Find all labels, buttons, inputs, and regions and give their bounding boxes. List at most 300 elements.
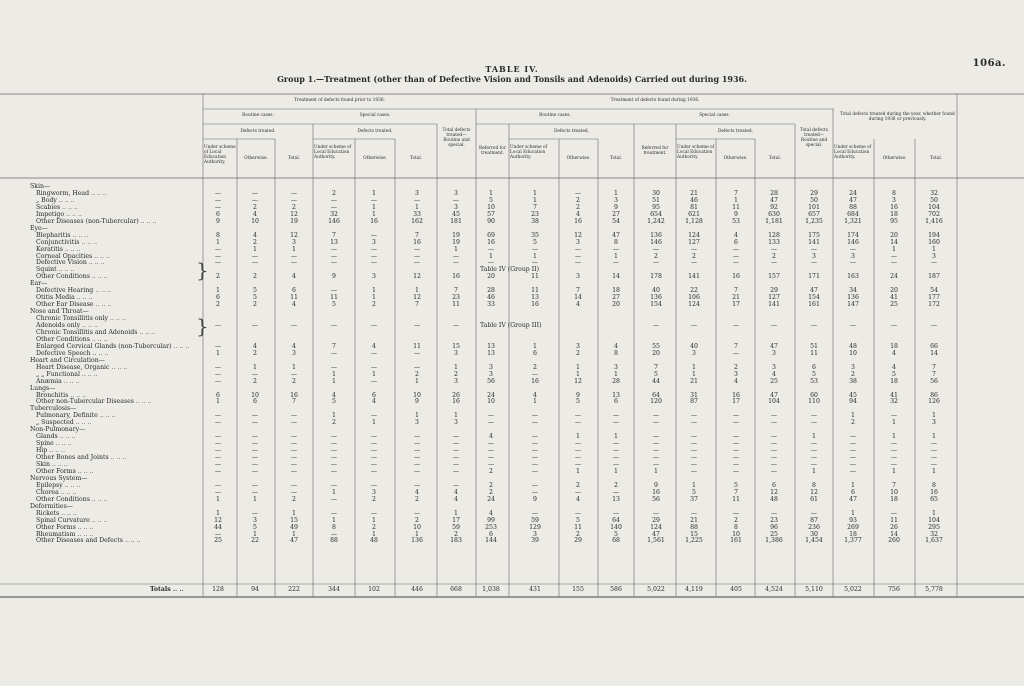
- table-cell: —: [370, 461, 378, 468]
- table-cell: 1: [415, 287, 419, 295]
- table-cell: —: [413, 467, 421, 475]
- table-cell: —: [770, 440, 778, 448]
- table-cell: 1: [253, 245, 257, 253]
- header-defects-treated: Defects treated.: [357, 129, 393, 134]
- table-cell: 6: [216, 210, 220, 218]
- table-cell: 4: [772, 370, 776, 378]
- table-cell: 7: [533, 203, 537, 211]
- table-cell: 1: [892, 467, 896, 475]
- table-cell: —: [290, 454, 298, 462]
- table-cell: —: [330, 259, 338, 267]
- table-cell: 14: [612, 273, 620, 281]
- table-cell: —: [330, 461, 338, 468]
- row-label: Rheumatism .. .. ..: [36, 530, 94, 538]
- header-defects-treated: Defects treated.: [717, 129, 754, 134]
- table-cell: 19: [452, 231, 460, 239]
- table-cell: 12: [290, 231, 298, 239]
- table-cell: 1: [372, 294, 376, 302]
- table-cell: 1,637: [925, 537, 943, 545]
- row-label: „ „ Functional .. .. ..: [36, 370, 98, 378]
- row-label: Other Ear Disease .. .. ..: [36, 301, 112, 309]
- table-cell: 2: [415, 370, 419, 378]
- table-cell: 4: [372, 342, 376, 350]
- table-cell: 48: [770, 495, 778, 503]
- table-cell: 1: [372, 419, 376, 427]
- table-cell: 54: [612, 217, 620, 225]
- table-cell: 101: [808, 203, 820, 211]
- table-cell: —: [452, 322, 460, 329]
- table-cell: 38: [531, 217, 539, 225]
- table-cell: 171: [808, 273, 820, 281]
- table-cell: 4: [489, 509, 493, 517]
- table-cell: 4: [576, 495, 580, 503]
- table-cell: —: [690, 440, 698, 448]
- table-cell: 40: [690, 342, 698, 350]
- table-cell: —: [290, 467, 298, 475]
- table-cell: —: [531, 412, 539, 420]
- table-cell: 29: [574, 537, 582, 545]
- table-cell: —: [612, 454, 620, 462]
- table-cell: 10: [849, 349, 857, 357]
- table-cell: 104: [768, 398, 780, 406]
- table-cell: —: [810, 440, 818, 448]
- table-cell: —: [290, 481, 298, 489]
- table-cell: —: [251, 447, 259, 455]
- table-cell: 621: [688, 210, 700, 218]
- table-cell: 13: [531, 294, 539, 302]
- table-cell: 1: [292, 509, 296, 517]
- header-total-prior: Total defects treated—Routine and special.: [442, 128, 471, 148]
- table-cell: —: [413, 454, 421, 462]
- table-cell: —: [849, 461, 857, 468]
- table-cell: 28: [612, 377, 620, 385]
- table-cell: 3: [851, 363, 855, 371]
- table-cell: 3: [454, 203, 458, 211]
- table-cell: 21: [690, 189, 698, 197]
- table-cell: 9: [332, 273, 336, 281]
- table-cell: 55: [652, 342, 660, 350]
- row-label: Epilepsy .. .. ..: [36, 481, 81, 489]
- table-cell: 56: [487, 377, 495, 385]
- table-cell: 96: [770, 523, 778, 531]
- table-cell: 30: [810, 530, 818, 538]
- table-cell: 6: [533, 349, 537, 357]
- table-cell: 13: [487, 342, 495, 350]
- table-cell: 12: [770, 488, 778, 496]
- table-cell: 16: [574, 217, 582, 225]
- table-cell: 3: [292, 238, 296, 246]
- table-cell: 7: [332, 231, 336, 239]
- table-cell: 12: [574, 377, 582, 385]
- table-cell: 1: [614, 370, 618, 378]
- table-cell: 8: [892, 189, 896, 197]
- totals-cell: 5,110: [805, 586, 823, 593]
- table-cell: 144: [485, 537, 497, 545]
- table-cell: 64: [652, 391, 660, 399]
- table-cell: 136: [650, 231, 662, 239]
- header-under-scheme: Under scheme of Local Education Authority.: [510, 145, 548, 160]
- table-cell: —: [732, 440, 740, 448]
- table-cell: 7: [932, 370, 936, 378]
- table-cell: —: [810, 419, 818, 427]
- table-cell: 9: [614, 203, 618, 211]
- table-cell: —: [251, 196, 259, 204]
- table-cell: 133: [768, 238, 780, 246]
- table-cell: 4: [734, 377, 738, 385]
- row-label: Lungs—: [30, 384, 56, 392]
- table-cell: —: [732, 349, 740, 357]
- table-cell: —: [251, 440, 259, 448]
- table-cell: 1: [576, 433, 580, 441]
- table-cell: 3: [772, 349, 776, 357]
- table-cell: 295: [928, 523, 940, 531]
- table-cell: —: [330, 322, 338, 329]
- row-label: Pulmonary, Definite .. .. ..: [36, 412, 116, 420]
- table-cell: 104: [928, 516, 940, 524]
- table-cell: 34: [849, 287, 857, 295]
- table-cell: 2: [576, 530, 580, 538]
- table-cell: 106: [688, 294, 700, 302]
- row-label: Nervous System—: [30, 474, 88, 482]
- table-cell: —: [690, 419, 698, 427]
- table-cell: —: [652, 447, 660, 455]
- table-cell: 25: [770, 530, 778, 538]
- table-cell: 2: [253, 273, 257, 281]
- row-label: Ear—: [30, 280, 48, 288]
- table-cell: 60: [810, 391, 818, 399]
- table-cell: 1,181: [765, 217, 783, 225]
- table-cell: 5: [533, 238, 537, 246]
- table-cell: 178: [650, 273, 662, 281]
- table-cell: —: [849, 259, 857, 267]
- header-otherwise: Otherwise.: [723, 156, 748, 161]
- table-cell: 10: [251, 217, 259, 225]
- table-cell: —: [770, 447, 778, 455]
- table-cell: —: [732, 245, 740, 253]
- table-cell: 7: [415, 301, 419, 309]
- table-cell: —: [849, 454, 857, 462]
- row-label: Chorea .. .. ..: [36, 488, 77, 496]
- table-cell: 10: [487, 203, 495, 211]
- table-cell: 12: [290, 210, 298, 218]
- table-cell: —: [214, 203, 222, 211]
- table-cell: 1: [851, 509, 855, 517]
- table-cell: —: [413, 461, 421, 468]
- table-cell: 1: [332, 370, 336, 378]
- table-cell: —: [370, 481, 378, 489]
- table-cell: 3: [932, 419, 936, 427]
- table-cell: 41: [890, 294, 898, 302]
- table-cell: 129: [529, 523, 541, 531]
- table-cell: 21: [690, 516, 698, 524]
- table-cell: —: [330, 447, 338, 455]
- table-cell: 141: [808, 238, 820, 246]
- table-cell: 657: [808, 210, 820, 218]
- table-cell: —: [652, 419, 660, 427]
- table-cell: —: [652, 412, 660, 420]
- table-cell: —: [214, 481, 222, 489]
- table-cell: 8: [614, 349, 618, 357]
- table-cell: 47: [612, 231, 620, 239]
- table-cell: 1: [454, 245, 458, 253]
- table-cell: 11: [732, 495, 740, 503]
- table-cell: 4: [734, 231, 738, 239]
- table-cell: 12: [413, 294, 421, 302]
- table-cell: —: [330, 495, 338, 503]
- table-cell: 11: [531, 273, 539, 281]
- table-cell: —: [930, 440, 938, 448]
- table-cell: 4: [533, 391, 537, 399]
- table-cell: —: [531, 259, 539, 267]
- table-cell: 6: [216, 294, 220, 302]
- table-cell: —: [531, 433, 539, 441]
- table-cell: 2: [851, 419, 855, 427]
- table-cell: 92: [770, 203, 778, 211]
- table-cell: —: [810, 454, 818, 462]
- table-cell: —: [330, 203, 338, 211]
- row-label: Spine .. .. ..: [36, 440, 72, 448]
- table-cell: 25: [770, 377, 778, 385]
- row-label: Adenoids only .. .. ..: [36, 322, 98, 329]
- table-cell: —: [930, 322, 938, 329]
- table-cell: 16: [531, 377, 539, 385]
- table-cell: 6: [772, 481, 776, 489]
- header-referred: Referred for treatment.: [641, 146, 669, 156]
- table-cell: —: [810, 259, 818, 267]
- row-label: Tuberculosis—: [30, 405, 77, 413]
- row-label: Nose and Throat—: [30, 308, 89, 316]
- table-cell: —: [413, 259, 421, 267]
- table-cell: 2: [292, 203, 296, 211]
- table-cell: 1: [332, 412, 336, 420]
- header-defects-treated: Defects treated.: [240, 129, 276, 134]
- table-cell: 3: [253, 516, 257, 524]
- table-cell: 6: [851, 488, 855, 496]
- table-cell: —: [413, 363, 421, 371]
- table-cell: 163: [847, 273, 859, 281]
- table-cell: 1: [932, 412, 936, 420]
- table-cell: 1: [692, 363, 696, 371]
- table-cell: 12: [214, 516, 222, 524]
- table-cell: 15: [690, 530, 698, 538]
- table-cell: —: [531, 245, 539, 253]
- row-label: Skin .. .. ..: [36, 461, 68, 468]
- table-cell: 50: [930, 196, 938, 204]
- table-cell: 20: [487, 273, 495, 281]
- table-cell: 41: [890, 391, 898, 399]
- table-cell: 4: [489, 433, 493, 441]
- table-cell: 10: [251, 391, 259, 399]
- header-routine-prior: Routine cases.: [242, 113, 274, 118]
- table-cell: 2: [415, 495, 419, 503]
- row-label: „ Body .. .. ..: [36, 196, 75, 204]
- totals-cell: 128: [212, 586, 224, 593]
- table-cell: 2: [253, 377, 257, 385]
- table-cell: —: [531, 481, 539, 489]
- table-cell: 3: [576, 273, 580, 281]
- table-cell: 16: [732, 273, 740, 281]
- table-cell: 7: [932, 363, 936, 371]
- table-cell: 14: [890, 238, 898, 246]
- table-cell: —: [487, 461, 495, 468]
- table-cell: 9: [734, 210, 738, 218]
- table-cell: 5: [576, 516, 580, 524]
- table-cell: 4: [253, 342, 257, 350]
- table-cell: 1: [489, 252, 493, 260]
- table-cell: —: [531, 419, 539, 427]
- table-cell: 32: [890, 398, 898, 406]
- table-cell: —: [652, 440, 660, 448]
- table-cell: 3: [372, 488, 376, 496]
- table-cell: 1: [372, 210, 376, 218]
- table-cell: 56: [652, 495, 660, 503]
- table-cell: —: [413, 252, 421, 260]
- table-cell: 630: [768, 210, 780, 218]
- table-cell: —: [849, 245, 857, 253]
- table-cell: 136: [847, 294, 859, 302]
- table-cell: 18: [890, 342, 898, 350]
- row-label: Other Conditions .. .. ..: [36, 273, 108, 281]
- table-cell: 7: [332, 342, 336, 350]
- row-label: Other Conditions .. .. ..: [36, 335, 108, 343]
- row-label: Keratitis .. .. ..: [36, 245, 81, 253]
- table-cell: —: [890, 252, 898, 260]
- table-cell: —: [612, 509, 620, 517]
- table-cell: —: [290, 189, 298, 197]
- table-cell: 5: [812, 370, 816, 378]
- table-cell: 1: [415, 377, 419, 385]
- table-cell: 5: [576, 398, 580, 406]
- table-cell: 6: [489, 530, 493, 538]
- table-cell: 14: [890, 530, 898, 538]
- table-cell: 187: [928, 273, 940, 281]
- table-cell: 45: [452, 210, 460, 218]
- table-cell: —: [574, 454, 582, 462]
- table-cell: —: [690, 509, 698, 517]
- table-cell: 1,321: [844, 217, 862, 225]
- totals-label: Totals .. ..: [150, 586, 184, 593]
- table-cell: —: [810, 461, 818, 468]
- table-cell: 13: [487, 349, 495, 357]
- table-cell: —: [652, 454, 660, 462]
- table-cell: —: [251, 370, 259, 378]
- table-cell: —: [290, 196, 298, 204]
- totals-cell: 4,524: [765, 586, 783, 593]
- table-cell: —: [214, 252, 222, 260]
- table-cell: 22: [690, 287, 698, 295]
- table-cell: 1: [415, 530, 419, 538]
- table-cell: 3: [576, 342, 580, 350]
- table-cell: 2: [216, 273, 220, 281]
- table-cell: —: [251, 322, 259, 329]
- table-cell: —: [413, 481, 421, 489]
- table-cell: 1,242: [647, 217, 665, 225]
- table-cell: —: [413, 509, 421, 517]
- table-cell: 94: [849, 398, 857, 406]
- table-cell: 18: [890, 210, 898, 218]
- table-cell: 2: [734, 516, 738, 524]
- table-cell: —: [330, 196, 338, 204]
- table-cell: 3: [533, 530, 537, 538]
- table-cell: 1: [216, 495, 220, 503]
- table-cell: —: [330, 252, 338, 260]
- table-cell: 1: [614, 189, 618, 197]
- table-cell: —: [290, 259, 298, 267]
- table-cell: 174: [847, 231, 859, 239]
- table-cell: —: [652, 245, 660, 253]
- table-cell: —: [652, 461, 660, 468]
- table-cell: —: [370, 231, 378, 239]
- table-cell: —: [330, 467, 338, 475]
- table-cell: 2: [372, 495, 376, 503]
- table-cell: 21: [690, 377, 698, 385]
- table-title: TABLE IV.: [485, 64, 539, 74]
- table-cell: 1: [533, 196, 537, 204]
- table-cell: 13: [612, 391, 620, 399]
- table-cell: 1: [253, 363, 257, 371]
- table-cell: 26: [890, 523, 898, 531]
- table-cell: 50: [810, 196, 818, 204]
- table-cell: 4: [576, 210, 580, 218]
- table-cell: 39: [531, 537, 539, 545]
- table-cell: 7: [576, 287, 580, 295]
- table-cell: 19: [290, 217, 298, 225]
- table-cell: —: [370, 259, 378, 267]
- table-cell: 1,377: [844, 537, 862, 545]
- row-label: Ringworm, Head .. .. ..: [36, 189, 107, 197]
- table-cell: 2: [734, 363, 738, 371]
- row-brace: }: [196, 258, 209, 283]
- row-label: Corneal Opacities .. .. ..: [36, 252, 110, 260]
- table-cell: 47: [770, 196, 778, 204]
- table-cell: 12: [574, 231, 582, 239]
- table-cell: —: [452, 467, 460, 475]
- table-cell: —: [370, 322, 378, 329]
- table-cell: 12: [413, 273, 421, 281]
- table-cell: 3: [292, 349, 296, 357]
- table-cell: 95: [652, 203, 660, 211]
- table-cell: 8: [812, 481, 816, 489]
- table-cell: 59: [452, 523, 460, 531]
- table-cell: 66: [930, 342, 938, 350]
- table-cell: 684: [847, 210, 859, 218]
- header-during: Treatment of defects found during 1936.: [610, 98, 700, 103]
- row-label: Bronchitis .. .. ..: [36, 391, 86, 399]
- table-cell: 95: [890, 217, 898, 225]
- table-cell: 48: [849, 342, 857, 350]
- table-cell: —: [531, 461, 539, 468]
- table-cell: 61: [810, 495, 818, 503]
- table-cell: 1: [576, 467, 580, 475]
- table-cell: 140: [610, 523, 622, 531]
- table-cell: 2: [253, 349, 257, 357]
- table-cell: 16: [370, 217, 378, 225]
- table-cell: —: [849, 440, 857, 448]
- table-cell: —: [690, 461, 698, 468]
- table-cell: 6: [253, 398, 257, 406]
- table-cell: 46: [487, 294, 495, 302]
- table-cell: 161: [730, 537, 742, 545]
- header-under-scheme: Under scheme of Local Education Authority.: [834, 145, 872, 160]
- table-cell: —: [290, 440, 298, 448]
- table-cell: 24: [890, 273, 898, 281]
- table-cell: 11: [810, 349, 818, 357]
- table-cell: 5: [489, 196, 493, 204]
- table-cell: 1: [332, 516, 336, 524]
- table-cell: 4: [372, 398, 376, 406]
- table-cell: 18: [890, 495, 898, 503]
- table-cell: 17: [452, 516, 460, 524]
